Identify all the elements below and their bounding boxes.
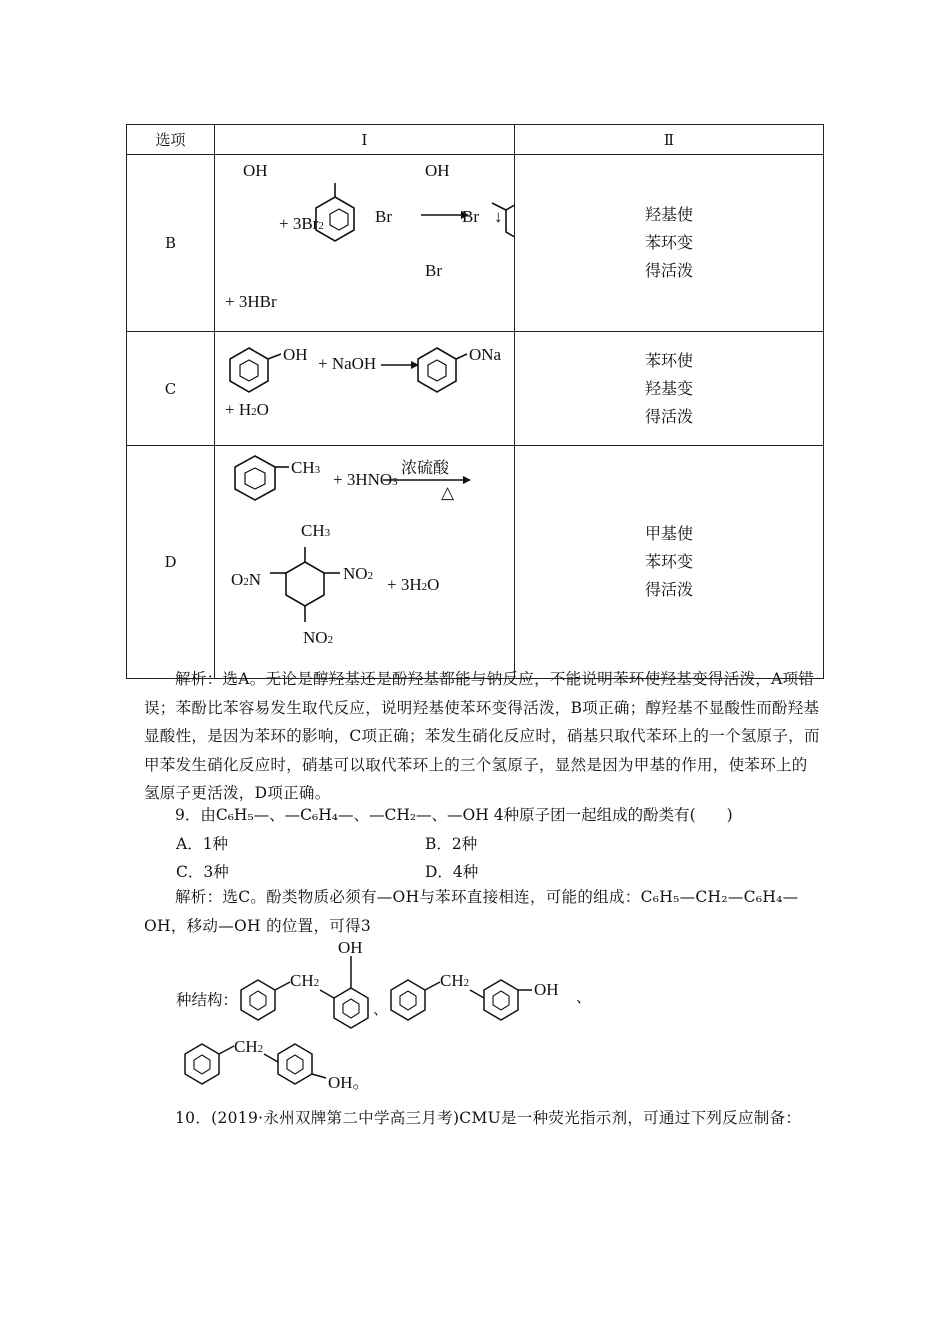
explanation-line: 羟基变: [644, 378, 693, 398]
option-label-c: C: [127, 332, 215, 446]
tribromophenol-ring: [506, 199, 514, 243]
condition-heat: △: [441, 483, 455, 502]
explanation-line: 得活泼: [644, 261, 693, 280]
precipitate-arrow: ↓: [494, 207, 503, 226]
option-label-b: B: [127, 155, 215, 332]
q9-option-c: C．3种: [176, 863, 229, 881]
explanation-line: 苯环变: [644, 233, 693, 252]
tnt-no2-bottom: NO2: [303, 628, 334, 647]
explanation-line: 苯环变: [644, 552, 693, 571]
explanation-d: [515, 446, 824, 679]
explanation-c: [515, 332, 824, 446]
explanation-line: 甲基使: [644, 524, 693, 543]
header-I: Ⅰ: [215, 125, 515, 155]
explanation-line: 得活泼: [644, 580, 693, 599]
product-br-left: Br: [375, 207, 392, 226]
struct3-oh: OH。: [328, 1073, 370, 1092]
struct1-oh: OH: [338, 938, 363, 957]
option-label-d: D: [127, 446, 215, 679]
table-row-b: [127, 155, 824, 332]
toluene-ch3: CH3: [291, 458, 321, 477]
separator-2: 、: [576, 988, 592, 1006]
header-option: 选项: [127, 125, 215, 155]
condition-catalyst: 浓硫酸: [401, 458, 450, 477]
table-row-c: [127, 332, 824, 446]
phenol-ring: [230, 348, 268, 392]
product-oh: OH: [425, 161, 450, 180]
q9-option-b: B．2种: [425, 835, 478, 853]
reagent-hno3: + 3HNO3: [333, 470, 398, 489]
reaction-b: [215, 155, 515, 332]
separator-1: 、: [373, 1000, 389, 1018]
explanation-line: 羟基使: [644, 205, 693, 224]
header-II: Ⅱ: [515, 125, 824, 155]
toluene-ring: [235, 456, 275, 500]
tnt-o2n: O2N: [231, 570, 262, 589]
isomer-structures-diagram: [170, 938, 650, 1098]
product-br-bottom: Br: [425, 261, 442, 280]
table-row-d: [127, 446, 824, 679]
structures-label: 种结构：: [176, 991, 239, 1009]
struct2-ch2: CH2: [440, 971, 470, 990]
product-ona: ONa: [469, 345, 502, 364]
product-br-right: Br: [462, 207, 479, 226]
analysis-question-8: 解析：选A。无论是醇羟基还是酚羟基都能与钠反应，不能说明苯环使羟基变得活泼，A项错误；苯酚比苯容易发生取代反应，说明羟基使苯环变得活泼，B项正确；醇羟基不显酸性而酚羟基显酸性，是因为苯环的影响，C项正确；苯发生硝化反应时，硝基只取代苯环上的一个氢原子，而甲苯发生硝化反应时，硝基可以取代苯环上的三个氢原子，显然是因为甲基的作用，使苯环上的氢原子更活泼，D项正确。: [144, 670, 820, 802]
struct3-ch2: CH2: [234, 1037, 264, 1056]
explanation-b: [515, 155, 824, 332]
options-table: [126, 124, 824, 679]
q9-structures: [170, 938, 650, 1098]
reaction-d: [215, 446, 515, 679]
tnt-ring: [286, 562, 324, 606]
phenol-oh: OH: [243, 161, 268, 180]
question-10: 10．(2019·永州双牌第二中学高三月考)CMU是一种荧光指示剂，可通过下列反应制备：: [175, 1109, 802, 1127]
table-header-row: [127, 125, 824, 155]
explanation-line: 苯环使: [644, 350, 693, 370]
sodium-phenoxide-ring: [418, 348, 456, 392]
phenol-oh: OH: [283, 345, 308, 364]
q9-option-d: D．4种: [425, 863, 479, 881]
question-9-stem: 9．由C₆H₅—、—C₆H₄—、—CH₂—、—OH 4种原子团一起组成的酚类有( ): [175, 806, 733, 824]
reagent-naoh: + NaOH: [318, 354, 377, 373]
q9-option-a: A．1种: [176, 835, 229, 853]
byproduct-water: + 3H2O: [387, 575, 440, 594]
reaction-c: [215, 332, 515, 446]
q9-analysis: 解析：选C。酚类物质必须有—OH与苯环直接相连，可能的组成：C₆H₅—CH₂—C₆H₄—OH，移动—OH 的位置，可得3: [144, 888, 799, 935]
byproduct-water: + H2O: [225, 400, 269, 419]
tnt-no2-right: NO2: [343, 564, 374, 583]
tnt-ch3: CH3: [301, 521, 331, 540]
struct2-oh: OH: [534, 980, 559, 999]
struct1-ch2: CH2: [290, 971, 320, 990]
reagent-br2: + 3Br2: [279, 214, 324, 233]
explanation-line: 得活泼: [644, 406, 693, 426]
byproduct-hbr: + 3HBr: [225, 292, 277, 311]
